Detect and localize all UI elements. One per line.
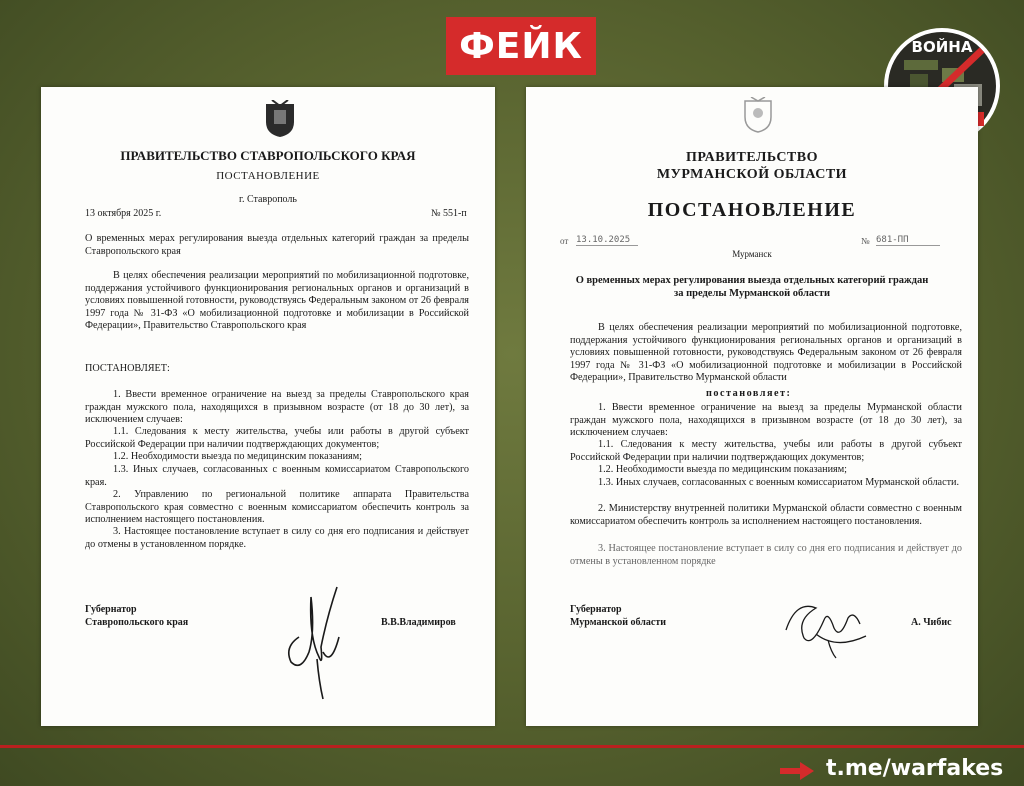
clause-2: 2. Управлению по региональной политике аппарата Правительства Ставропольского края совместно с военным комиссариатом обеспечить контроль за исполнением настоящего постановления. (85, 489, 469, 525)
signer-title-2: Ставропольского края (85, 617, 189, 628)
number-prefix: № (861, 236, 870, 246)
decree-word: постановляет: (706, 388, 792, 399)
doc-type: ПОСТАНОВЛЕНИЕ (647, 199, 857, 221)
clause-1-2: 1.2. Необходимости выезда по медицинским показаниям; (113, 451, 363, 462)
signature-icon (776, 590, 876, 660)
clause-3: 3. Настоящее постановление вступает в силу со дня его подписания и действует до отмены в установленном порядке (570, 543, 962, 567)
logo-title: ВОЙНА (911, 38, 973, 56)
clause-1: 1. Ввести временное ограничение на выезд за пределы Мурманской области граждан мужского пола, находящихся в призывном возрасте (от 18 до 30 лет), за исключением случаев: (570, 402, 962, 438)
clause-1-1: 1.1. Следования к месту жительства, учебы или работы в другой субъект Российской Федерации при наличии подтверждающих документов; (85, 426, 469, 450)
clause-1-3: 1.3. Иных случаев, согласованных с военным комиссариатом Мурманской области. (598, 477, 960, 488)
signer-name: В.В.Владимиров (381, 617, 456, 628)
doc-number: № 551-п (431, 208, 467, 219)
doc-type: ПОСТАНОВЛЕНИЕ (216, 170, 320, 182)
signature-icon (279, 577, 359, 702)
city: Мурманск (732, 249, 772, 259)
fake-badge: ФЕЙК (446, 17, 596, 75)
doc-subject: О временных мерах регулирования выезда отдельных категорий граждан за пределы Мурманской области (575, 275, 929, 299)
doc-number: 681-ПП (876, 235, 940, 246)
clause-1-3: 1.3. Иных случаев, согласованных с военным комиссариатом Ставропольского края. (85, 464, 469, 488)
decree-word: ПОСТАНОВЛЯЕТ: (85, 363, 170, 374)
clause-2: 2. Министерству внутренней политики Мурманской области совместно с военным комиссариатом обеспечить контроль за исполнением настоящего постановления. (570, 503, 962, 527)
arrow-right-icon (780, 762, 816, 780)
preamble: В целях обеспечения реализации мероприятий по мобилизационной подготовке, поддержания устойчивого функционирования региональных органов и организаций в условиях повышенной готовности, руководствуясь Федеральным законом от 26 февраля 1997 года № 31-ФЗ «О мобилизационной подготовке и мобилизации в Российской Федерации», Правительство Ставропольского края (85, 270, 469, 331)
signer-title-2: Мурманской области (570, 617, 667, 628)
coat-of-arms-icon (264, 100, 296, 138)
gov-title: ПРАВИТЕЛЬСТВО СТАВРОПОЛЬСКОГО КРАЯ (120, 148, 416, 163)
gov-title-line-1: ПРАВИТЕЛЬСТВО (686, 150, 818, 165)
signer-title-1: Губернатор (570, 604, 622, 615)
clause-1-2: 1.2. Необходимости выезда по медицинским показаниям; (598, 464, 848, 475)
signer-name: А. Чибис (911, 617, 952, 628)
date-prefix: от (560, 236, 569, 246)
clause-1-1: 1.1. Следования к месту жительства, учебы или работы в другой субъект Российской Федерации при наличии подтверждающих документов; (570, 439, 962, 463)
signer-title-1: Губернатор (85, 604, 137, 615)
city: г. Ставрополь (239, 194, 297, 205)
clause-1: 1. Ввести временное ограничение на выезд за пределы Ставропольского края граждан мужского пола, находящихся в призывном возрасте (от 18 до 30 лет), за исключением случаев: (85, 389, 469, 425)
footer-divider (0, 745, 1024, 748)
channel-link[interactable]: t.me/warfakes (826, 756, 1004, 781)
clause-3: 3. Настоящее постановление вступает в силу со дня его подписания и действует до отмены в установленном порядке. (85, 526, 469, 550)
gov-title-line-2: МУРМАНСКОЙ ОБЛАСТИ (656, 167, 848, 182)
coat-of-arms-icon (743, 97, 773, 133)
document-murmansk (526, 87, 978, 726)
preamble: В целях обеспечения реализации мероприятий по мобилизационной подготовке, поддержания устойчивого функционирования региональных органов и организаций в условиях повышенной готовности, руководствуясь Федеральным законом от 26 февраля 1997 года № 31-ФЗ «О мобилизационной подготовке и мобилизации в Российской Федерации», Правительство Мурманской области (570, 322, 962, 383)
document-stavropol (41, 87, 495, 726)
doc-date: 13 октября 2025 г. (85, 208, 162, 219)
doc-subject: О временных мерах регулирования выезда отдельных категорий граждан за пределы Ставропольского края (85, 233, 469, 257)
doc-date: 13.10.2025 (576, 235, 638, 246)
